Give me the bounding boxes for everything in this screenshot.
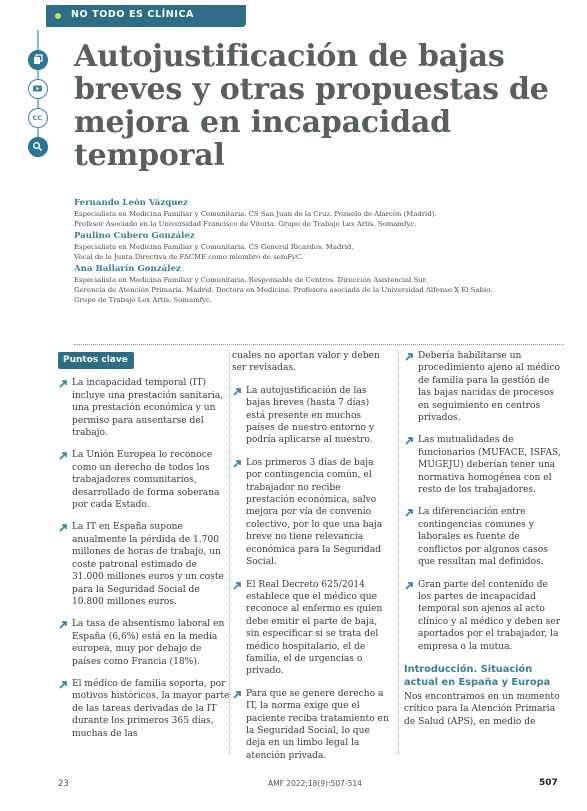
key-point <box>58 521 230 608</box>
svg-text:CC: CC <box>32 114 43 122</box>
key-point-text: La autojustificación de las bajas breves (hasta 7 días) está presente en muchos países de nuestro entorno y podría aplicarse al nuestro. <box>246 385 375 446</box>
column-3 <box>404 350 562 728</box>
top-rule <box>0 0 587 4</box>
key-point <box>58 618 230 668</box>
key-point-text: Debería habilitarse un procedimiento ajeno al médico de familia para la gestión de las bajas nacidas de procesos en seguimiento en centros privados. <box>418 351 561 424</box>
share-icon[interactable] <box>28 50 48 70</box>
key-point <box>58 377 230 439</box>
author-list <box>74 197 564 307</box>
search-icon[interactable] <box>28 137 48 157</box>
key-point-text: La Unión Europea lo reconoce como un derecho de todos los trabajadores comunitarios, desarrollado de forma soberana por cada Estado. <box>72 450 220 511</box>
author-affiliation: Vocal de la Junta Directiva de FACME como miembro de semFyC. <box>74 253 304 261</box>
key-point-text: Las mutualidades de funcionarios (MUFACE, ISFAS, MUGEJU) deberían tener una normativa homogénea con el resto de los trabajadores. <box>418 435 561 496</box>
key-point <box>232 688 390 762</box>
key-point <box>58 449 230 511</box>
header-divider <box>74 344 564 345</box>
author-entry <box>74 231 564 262</box>
creative-commons-icon[interactable] <box>28 108 48 128</box>
arrow-icon <box>405 508 414 517</box>
section-dot <box>55 13 61 19</box>
key-point-text: La diferenciación entre contingencias comunes y laborales es fuente de conflictos por algunos casos que resultan mal definidos. <box>418 507 548 568</box>
intro-paragraph: Nos encontramos en un momento crítico para la Atención Primaria de Salud (APS), en medio de <box>404 691 560 727</box>
intro-heading: Introducción. Situación actual en España y Europa <box>404 663 551 688</box>
key-point <box>232 457 390 569</box>
key-point-text: El Real Decreto 625/2014 establece que el médico que reconoce al enfermo es quien debe emitir el parte de baja, sin especificar si se trata del médico hospitalario, el de familia, el de urgencias o privado. <box>246 579 383 677</box>
page-number-left: 23 <box>58 779 69 789</box>
author-name: Paulino Cubero González <box>74 231 195 241</box>
author-affiliation: Especialista en Medicina Familiar y Comunitaria. CS General Ricardos. Madrid. <box>74 243 354 251</box>
arrow-icon <box>233 459 242 468</box>
key-point <box>404 350 562 424</box>
author-affiliation: Especialista en Medicina Familiar y Comunitaria. CS San Juan de la Cruz. Pozuelo de Alarcón (Madrid). <box>74 210 437 218</box>
author-name: Ana Ballarín González <box>74 264 181 274</box>
arrow-icon <box>59 620 68 629</box>
key-point <box>404 579 562 653</box>
key-point-continuation: cuales no aportan valor y deben ser revisadas. <box>232 351 380 374</box>
youtube-icon[interactable] <box>28 79 48 99</box>
author-affiliation: Especialista en Medicina Familiar y Comunitaria. Responsable de Centros. Dirección Asistencial Sur. <box>74 276 428 284</box>
key-point-text: El médico de familia soporta, por motivos históricos, la mayor parte de las tareas derivadas de la IT durante los primeros 365 días, muchas de las <box>72 678 230 739</box>
author-entry <box>74 198 564 229</box>
arrow-icon <box>233 387 242 396</box>
arrow-icon <box>59 680 68 689</box>
arrow-icon <box>59 523 68 532</box>
arrow-icon <box>405 352 414 361</box>
key-point-text: Para que se genere derecho a IT, la norma exige que el paciente reciba tratamiento en la Seguridad Social, lo que deja en un limbo legal la atención privada. <box>246 688 389 761</box>
key-point <box>232 385 390 447</box>
author-name: Fernando León Vázquez <box>74 198 188 208</box>
author-affiliation: Profesor Asociado en la Universidad Francisco de Vitoria. Grupo de Trabajo Lex Artis. Somamfyc. <box>74 220 417 228</box>
key-point <box>58 678 230 740</box>
arrow-icon <box>233 690 242 699</box>
author-affiliation: Gerencia de Atención Primaria. Madrid. Doctora en Medicina. Profesora asociada de la Universidad Alfonso X El Sabio. <box>74 286 493 294</box>
arrow-icon <box>233 581 242 590</box>
author-affiliation: Grupo de Trabajo Lex Artis. Somamfyc. <box>74 296 213 304</box>
key-point-text: Los primeros 3 días de baja por contingencia común, el trabajador no recibe prestación económica, salvo mejora por vía de convenio colectivo, por lo que una baja breve no tiene relevancia económica para la Seguridad Social. <box>246 457 383 568</box>
author-entry <box>74 264 564 305</box>
page-number-right: 507 <box>539 778 558 788</box>
key-point <box>404 434 562 496</box>
section-label: NO TODO ES CLÍNICA <box>71 9 194 20</box>
column-2 <box>232 350 390 772</box>
arrow-icon <box>405 581 414 590</box>
key-point-text: Gran parte del contenido de los partes de incapacidad temporal son ajenos al acto clínico y al médico y deben ser aportados por el trabajador, la empresa o la mutua. <box>418 579 561 652</box>
key-point <box>232 579 390 678</box>
key-point <box>404 506 562 568</box>
key-point-text: La IT en España supone anualmente la pérdida de 1.700 millones de horas de trabajo, un coste patronal estimado de 31.000 millones euros y un coste para la Seguridad Social de 10.800 millones euros. <box>72 522 224 607</box>
citation: AMF 2022;18(9):507-514 <box>268 779 362 788</box>
column-1 <box>58 350 230 750</box>
arrow-icon <box>59 451 68 460</box>
key-point-text: La tasa de absentismo laboral en España (6,6%) está en la media europea, muy por debajo de países como Francia (18%). <box>72 619 225 667</box>
key-points-heading: Puntos clave <box>58 352 134 369</box>
article-title: Autojustificación de bajas breves y otras propuestas de mejora en incapacidad temporal <box>74 39 549 173</box>
section-tab <box>46 5 246 27</box>
column-divider <box>398 350 399 755</box>
arrow-icon <box>405 436 414 445</box>
arrow-icon <box>59 379 68 388</box>
key-point-text: La incapacidad temporal (IT) incluye una prestación sanitaria, una prestación económica y un permiso para ausentarse del trabajo. <box>72 378 224 439</box>
